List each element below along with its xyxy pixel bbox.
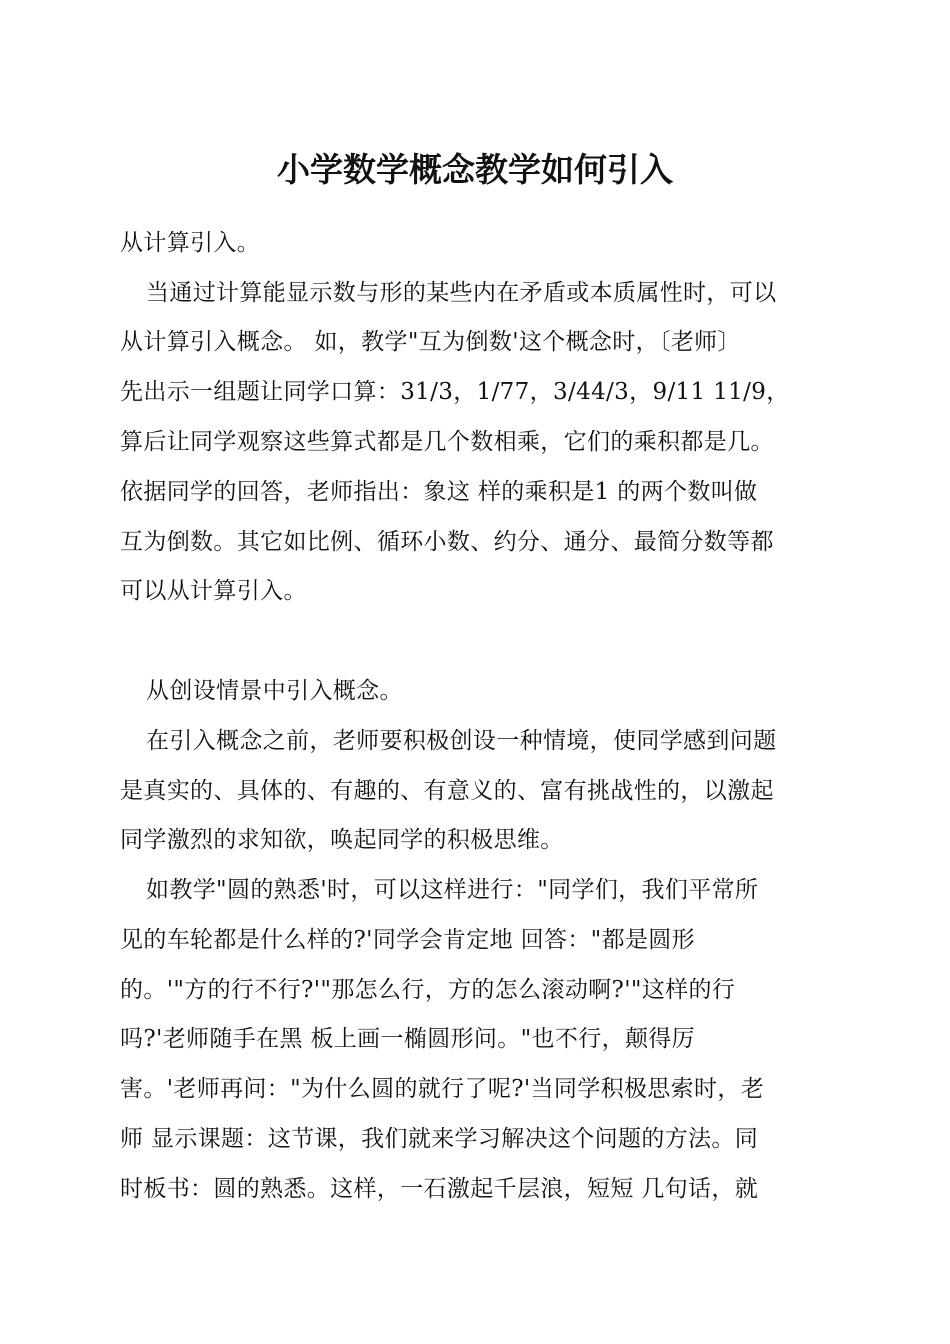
paragraph-line: 时板书：圆的熟悉。这样，一石激起千层浪，短短 几句话，就 — [120, 1176, 759, 1202]
paragraph-line: 可以从计算引入。 — [120, 578, 307, 604]
paragraph-line: 从创设情景中引入概念。 — [146, 678, 403, 704]
paragraph-line: 先出示一组题让同学口算：31/3，1/77，3/44/3，9/11 11/9， — [120, 379, 790, 405]
document-title: 小学数学概念教学如何引入 — [277, 150, 673, 189]
paragraph-line: 的。'"方的行不行?'"那怎么行，方的怎么滚动啊?'"这样的行 — [120, 977, 736, 1003]
paragraph-line: 害。'老师再问："为什么圆的就行了呢?'当同学积极思索时，老 — [120, 1076, 765, 1102]
paragraph-line: 从计算引入概念。 如，教学"互为倒数'这个概念时，〔老师〕 — [120, 329, 741, 355]
paragraph-line: 同学激烈的求知欲，唤起同学的积极思维。 — [120, 827, 564, 853]
paragraph-line: 从计算引入。 — [120, 230, 261, 256]
paragraph-line: 当通过计算能显示数与形的某些内在矛盾或本质属性时，可以 — [146, 280, 777, 306]
paragraph-line: 师 显示课题：这节课，我们就来学习解决这个问题的方法。同 — [120, 1126, 759, 1152]
paragraph-line: 是真实的、具体的、有趣的、有意义的、富有挑战性的，以激起 — [120, 778, 774, 804]
paragraph-line: 如教学"圆的熟悉'时，可以这样进行："同学们，我们平常所 — [146, 877, 759, 903]
paragraph-line: 在引入概念之前，老师要积极创设一种情境，使同学感到问题 — [146, 728, 777, 754]
paragraph-line: 互为倒数。其它如比例、循环小数、约分、通分、最简分数等都 — [120, 529, 774, 555]
paragraph-line: 见的车轮都是什么样的?'同学会肯定地 回答："都是圆形 — [120, 927, 695, 953]
paragraph-line: 算后让同学观察这些算式都是几个数相乘，它们的乘积都是几。 — [120, 429, 774, 455]
paragraph-line: 依据同学的回答，老师指出：象这 样的乘积是1 的两个数叫做 — [120, 479, 758, 505]
paragraph-line: 吗?'老师随手在黑 板上画一椭圆形问。"也不行，颠得厉 — [120, 1026, 695, 1052]
